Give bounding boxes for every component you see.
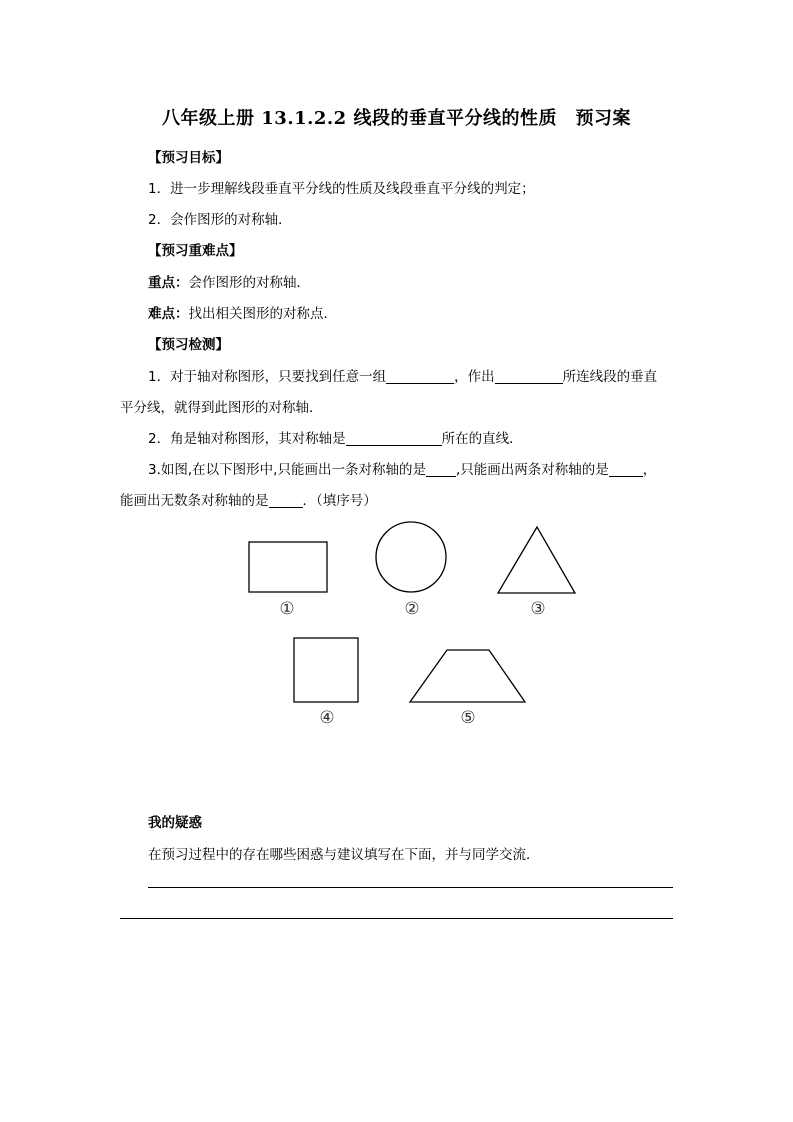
question-3-text-d: 能画出无数条对称轴的是	[120, 493, 269, 509]
question-1-text-c: 所连线段的垂直	[562, 369, 658, 385]
goal-item-2: 2．会作图形的对称轴．	[148, 212, 292, 228]
goals-heading: 【预习目标】	[148, 150, 229, 166]
page-title: 八年级上册 13.1.2.2 线段的垂直平分线的性质 预习案	[162, 108, 631, 129]
square-figure	[294, 638, 358, 702]
question-1-text-b: ，作出	[454, 369, 495, 385]
writing-line-2[interactable]	[120, 918, 673, 919]
difficult-point-label: 难点：	[148, 306, 189, 322]
check-heading: 【预习检测】	[148, 337, 229, 353]
question-3-text-a: 3.如图,在以下图形中,只能画出一条对称轴的是	[148, 462, 426, 478]
figure-label-1: ①	[279, 599, 295, 619]
question-1-text-a: 1．对于轴对称图形，只要找到任意一组	[148, 369, 387, 385]
question-2-text-a: 2．角是轴对称图形，其对称轴是	[148, 431, 346, 447]
doubts-heading: 我的疑惑	[148, 815, 202, 831]
question-3-text-c: ，	[642, 462, 657, 478]
figure-label-2: ②	[404, 599, 420, 619]
question-1-line-2: 平分线，就得到此图形的对称轴．	[120, 400, 323, 416]
figure-label-4: ④	[319, 708, 335, 728]
rectangle-figure	[249, 542, 327, 592]
question-3-text-b: ,只能画出两条对称轴的是	[455, 462, 609, 478]
key-point-label: 重点：	[148, 275, 189, 291]
circle-figure	[376, 522, 446, 592]
goal-item-1: 1．进一步理解线段垂直平分线的性质及线段垂直平分线的判定；	[148, 181, 535, 197]
difficult-point-text: 找出相关图形的对称点．	[188, 306, 337, 322]
key-points-heading: 【预习重难点】	[148, 243, 243, 259]
doubts-instruction: 在预习过程中的存在哪些困惑与建议填写在下面，并与同学交流．	[148, 847, 540, 863]
trapezoid-figure	[410, 650, 525, 702]
figure-label-5: ⑤	[460, 708, 476, 728]
key-point-text: 会作图形的对称轴．	[188, 275, 310, 291]
figure-label-3: ③	[530, 599, 546, 619]
question-2-text-b: 所在的直线．	[441, 431, 523, 447]
triangle-figure	[498, 527, 575, 593]
question-3-text-e: ．（填序号）	[302, 493, 377, 509]
writing-line-1[interactable]	[148, 887, 673, 888]
